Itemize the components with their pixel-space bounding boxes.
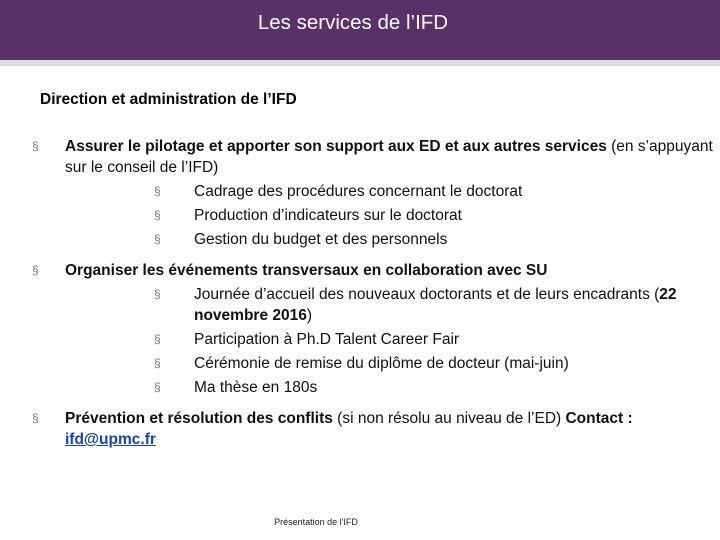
bullet-marker: § bbox=[154, 232, 161, 246]
bullet-pilotage bbox=[0, 136, 720, 250]
bullet-marker: § bbox=[154, 356, 161, 370]
subitem bbox=[65, 377, 720, 398]
title-underline bbox=[0, 60, 720, 66]
contact-email-link[interactable]: ifd@upmc.fr bbox=[65, 431, 156, 448]
bullet-text: (en s’appuyant sur le conseil de l’IFD) bbox=[65, 138, 713, 176]
bullet-marker: § bbox=[154, 208, 161, 222]
subitem-date: 22 novembre 2016 bbox=[194, 286, 677, 324]
bullet-marker: § bbox=[154, 184, 161, 198]
page-title: Les services de l’IFD bbox=[257, 11, 449, 34]
subitem-text: Production d’indicateurs sur le doctorat bbox=[194, 207, 462, 224]
section-title: Direction et administration de l’IFD bbox=[40, 91, 297, 108]
subitem bbox=[65, 181, 720, 202]
subitem bbox=[65, 329, 720, 350]
subitem-text: Ma thèse en 180s bbox=[194, 379, 318, 396]
contact-label: Contact : bbox=[565, 410, 633, 427]
subitem bbox=[65, 353, 720, 374]
bullet-marker: § bbox=[154, 287, 161, 301]
subitem bbox=[65, 284, 720, 326]
subitem bbox=[65, 229, 720, 250]
subitem-text: Gestion du budget et des personnels bbox=[194, 231, 448, 248]
bullet-marker: § bbox=[154, 332, 161, 346]
bullet-heading: Organiser les événements transversaux en collaboration avec SU bbox=[65, 262, 548, 279]
subitem bbox=[65, 205, 720, 226]
bullet-text: (si non résolu au niveau de l’ED) bbox=[332, 410, 566, 427]
slide-footer: Présentation de l'IFD bbox=[274, 517, 358, 527]
bullet-marker: § bbox=[32, 411, 39, 425]
bullet-list bbox=[0, 136, 720, 460]
subitem-text: Cadrage des procédures concernant le doctorat bbox=[194, 183, 523, 200]
bullet-evenements bbox=[0, 260, 720, 398]
subitem-text-end: ) bbox=[306, 307, 313, 324]
bullet-marker: § bbox=[154, 380, 161, 394]
bullet-conflits bbox=[0, 408, 720, 450]
title-bar bbox=[0, 0, 720, 60]
bullet-marker: § bbox=[32, 263, 39, 277]
subitem-text: Journée d’accueil des nouveaux doctorants et de leurs encadrants ( bbox=[194, 286, 660, 303]
subitem-text: Participation à Ph.D Talent Career Fair bbox=[194, 331, 460, 348]
bullet-heading: Prévention et résolution des conflits bbox=[65, 410, 333, 427]
bullet-heading: Assurer le pilotage et apporter son support aux ED et aux autres services bbox=[65, 138, 607, 155]
bullet-marker: § bbox=[32, 139, 39, 153]
subitem-text: Cérémonie de remise du diplôme de docteur (mai-juin) bbox=[194, 355, 569, 372]
